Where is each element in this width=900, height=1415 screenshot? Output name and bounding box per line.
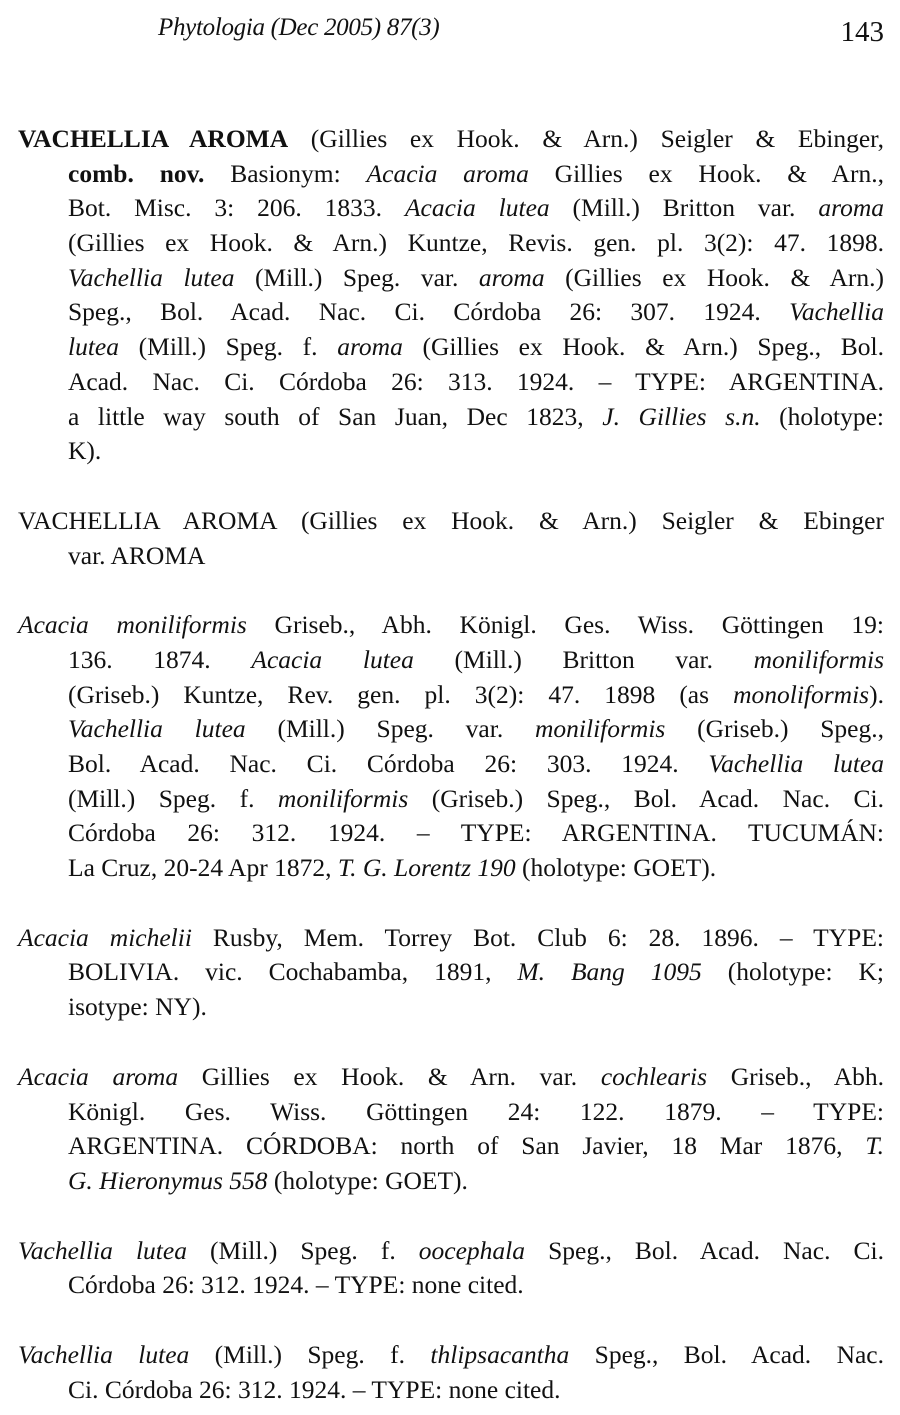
italic-run: Vachellia lutea (68, 262, 235, 292)
text-run: ARGENTINA. CÓRDOBA: north of San Javier, 18 Mar 1876, (68, 1131, 866, 1161)
text-run: Speg., Bol. Acad. Nac. (569, 1339, 884, 1369)
text-run: a little way south of San Juan, Dec 1823, (68, 401, 603, 431)
text-run: Córdoba 26: 312. 1924. – TYPE: ARGENTINA. TUCUMÁN: (68, 818, 884, 848)
italic-run: aroma (818, 193, 884, 223)
italic-run: oocephala (418, 1235, 525, 1265)
italic-run: Acacia lutea (251, 644, 414, 674)
entry-acacia-michelii (18, 921, 884, 1025)
text-line (18, 851, 884, 886)
text-line (18, 955, 884, 990)
paragraph-gap (18, 1199, 884, 1234)
text-run: (Griseb.) Speg., Bol. Acad. Nac. Ci. (408, 783, 884, 813)
text-line (18, 226, 884, 261)
italic-run: Acacia michelii (18, 922, 192, 952)
text-run: (Griseb.) Kuntze, Rev. gen. pl. 3(2): 47. 1898 (as (68, 679, 734, 709)
page-number: 143 (840, 16, 884, 48)
italic-run: monoliformis (733, 679, 870, 709)
italic-run: T. (865, 1131, 884, 1161)
italic-run: Acacia aroma (18, 1061, 179, 1091)
text-run: VACHELLIA AROMA (Gillies ex Hook. & Arn.) Seigler & Ebinger (18, 505, 884, 535)
text-run: Rusby, Mem. Torrey Bot. Club 6: 28. 1896. – TYPE: (191, 922, 884, 952)
text-run: Bol. Acad. Nac. Ci. Córdoba 26: 303. 1924. (68, 749, 709, 778)
paragraph-gap (18, 1303, 884, 1338)
text-line (18, 921, 884, 956)
text-line (18, 330, 884, 365)
italic-run: aroma (478, 262, 545, 292)
text-run: Griseb., Abh. Königl. Ges. Wiss. Göttingen 19: (246, 610, 884, 640)
text-line (18, 157, 884, 192)
text-run: Córdoba 26: 312. 1924. – TYPE: none cited. (68, 1270, 524, 1300)
text-run: BOLIVIA. vic. Cochabamba, 1891, (68, 957, 518, 987)
italic-run: Acacia lutea (404, 193, 550, 223)
text-run: (Mill.) Speg. var. (245, 714, 535, 744)
bold-run: comb. nov. (68, 158, 205, 188)
text-run: (Gillies ex Hook. & Arn.) Speg., Bol. (402, 332, 885, 362)
italic-run: moniliformis (277, 783, 409, 813)
text-run: (Mill.) Speg. f. (186, 1235, 419, 1265)
italic-run: J. Gillies s.n. (602, 401, 761, 431)
text-run: (Mill.) Speg. var. (234, 262, 479, 292)
entry-vachellia-lutea-f-thlipsacantha (18, 1338, 884, 1407)
italic-run: Vachellia (789, 297, 884, 327)
text-line (18, 1164, 884, 1199)
text-line (18, 1338, 884, 1373)
bold-run: VACHELLIA AROMA (18, 124, 289, 153)
text-line (18, 434, 884, 469)
italic-run: moniliformis (534, 714, 666, 744)
text-run: (Mill.) Speg. f. (119, 332, 338, 362)
italic-run: Acacia moniliformis (18, 610, 247, 640)
text-line (18, 990, 884, 1025)
entry-acacia-moniliformis (18, 608, 884, 886)
text-line (18, 504, 884, 539)
text-line (18, 747, 884, 782)
text-run: (Mill.) Speg. f. (189, 1339, 431, 1369)
italic-run: lutea (68, 332, 119, 362)
text-run: La Cruz, 20-24 Apr 1872, (68, 853, 338, 883)
italic-run: Vachellia lutea (708, 749, 884, 778)
text-run: (Gillies ex Hook. & Arn.) Kuntze, Revis. gen. pl. 3(2): 47. 1898. (68, 228, 884, 258)
text-run: Ci. Córdoba 26: 312. 1924. – TYPE: none cited. (68, 1374, 561, 1404)
entry-acacia-aroma-var-cochlearis (18, 1060, 884, 1199)
text-line (18, 1234, 884, 1269)
text-run: (Mill.) Speg. f. (68, 783, 278, 813)
text-line (18, 1129, 884, 1164)
text-line (18, 261, 884, 296)
text-run: (holotype: GOET). (267, 1165, 468, 1195)
text-line (18, 1060, 884, 1095)
text-line (18, 539, 884, 574)
italic-run: T. G. Lorentz 190 (337, 853, 516, 883)
paragraph-gap (18, 469, 884, 504)
paragraph-gap (18, 886, 884, 921)
italic-run: cochlearis (600, 1061, 708, 1091)
italic-run: thlipsacantha (430, 1339, 570, 1369)
text-run: (holotype: GOET). (515, 853, 717, 883)
italic-run: Acacia aroma (366, 158, 529, 188)
text-line (18, 643, 884, 678)
entry-vachellia-aroma-var-aroma (18, 504, 884, 573)
text-run: var. AROMA (68, 540, 206, 570)
text-line (18, 712, 884, 747)
text-run: Gillies ex Hook. & Arn., (528, 158, 884, 188)
entry-vachellia-lutea-f-oocephala (18, 1234, 884, 1303)
text-line (18, 365, 884, 400)
text-run: Gillies ex Hook. & Arn. var. (178, 1061, 601, 1091)
text-line (18, 678, 884, 713)
text-line (18, 782, 884, 817)
text-run: Speg., Bol. Acad. Nac. Ci. (525, 1235, 884, 1265)
italic-run: G. Hieronymus 558 (68, 1165, 268, 1195)
text-run: (Mill.) Britton var. (413, 644, 754, 674)
text-run: (holotype: K; (701, 957, 884, 987)
nomenclature-entries (18, 122, 884, 1407)
text-run: (Griseb.) Speg., (665, 714, 884, 744)
text-run: Bot. Misc. 3: 206. 1833. (68, 193, 405, 223)
running-head: Phytologia (Dec 2005) 87(3) (158, 14, 440, 41)
text-run: Acad. Nac. Ci. Córdoba 26: 313. 1924. – TYPE: ARGENTINA. (68, 366, 884, 396)
italic-run: Vachellia lutea (18, 1339, 190, 1369)
text-line (18, 295, 884, 330)
text-run: isotype: NY). (68, 992, 207, 1022)
text-run: 136. 1874. (68, 644, 252, 674)
text-line (18, 1373, 884, 1408)
italic-run: Vachellia lutea (68, 714, 246, 744)
text-line (18, 608, 884, 643)
text-line (18, 191, 884, 226)
text-run: ). (869, 679, 884, 709)
text-run: (holotype: (760, 401, 884, 431)
text-run: Basionym: (204, 158, 367, 188)
text-run: Königl. Ges. Wiss. Göttingen 24: 122. 1879. – TYPE: (68, 1096, 884, 1126)
text-run: (Mill.) Britton var. (549, 193, 819, 223)
page-header (158, 10, 884, 50)
italic-run: aroma (337, 332, 403, 362)
text-run: (Gillies ex Hook. & Arn.) Seigler & Ebinger, (288, 124, 884, 153)
text-run: (Gillies ex Hook. & Arn.) (544, 262, 884, 292)
text-run: Griseb., Abh. (707, 1061, 884, 1091)
entry-vachellia-aroma-comb-nov (18, 122, 884, 469)
text-run: K). (68, 436, 102, 466)
text-line (18, 816, 884, 851)
italic-run: M. Bang 1095 (517, 957, 702, 987)
text-line (18, 1268, 884, 1303)
paragraph-gap (18, 573, 884, 608)
text-run: Speg., Bol. Acad. Nac. Ci. Córdoba 26: 307. 1924. (68, 297, 790, 327)
text-line (18, 400, 884, 435)
paragraph-gap (18, 1025, 884, 1060)
text-line (18, 122, 884, 157)
italic-run: Vachellia lutea (18, 1235, 187, 1265)
italic-run: moniliformis (753, 644, 884, 674)
text-line (18, 1095, 884, 1130)
